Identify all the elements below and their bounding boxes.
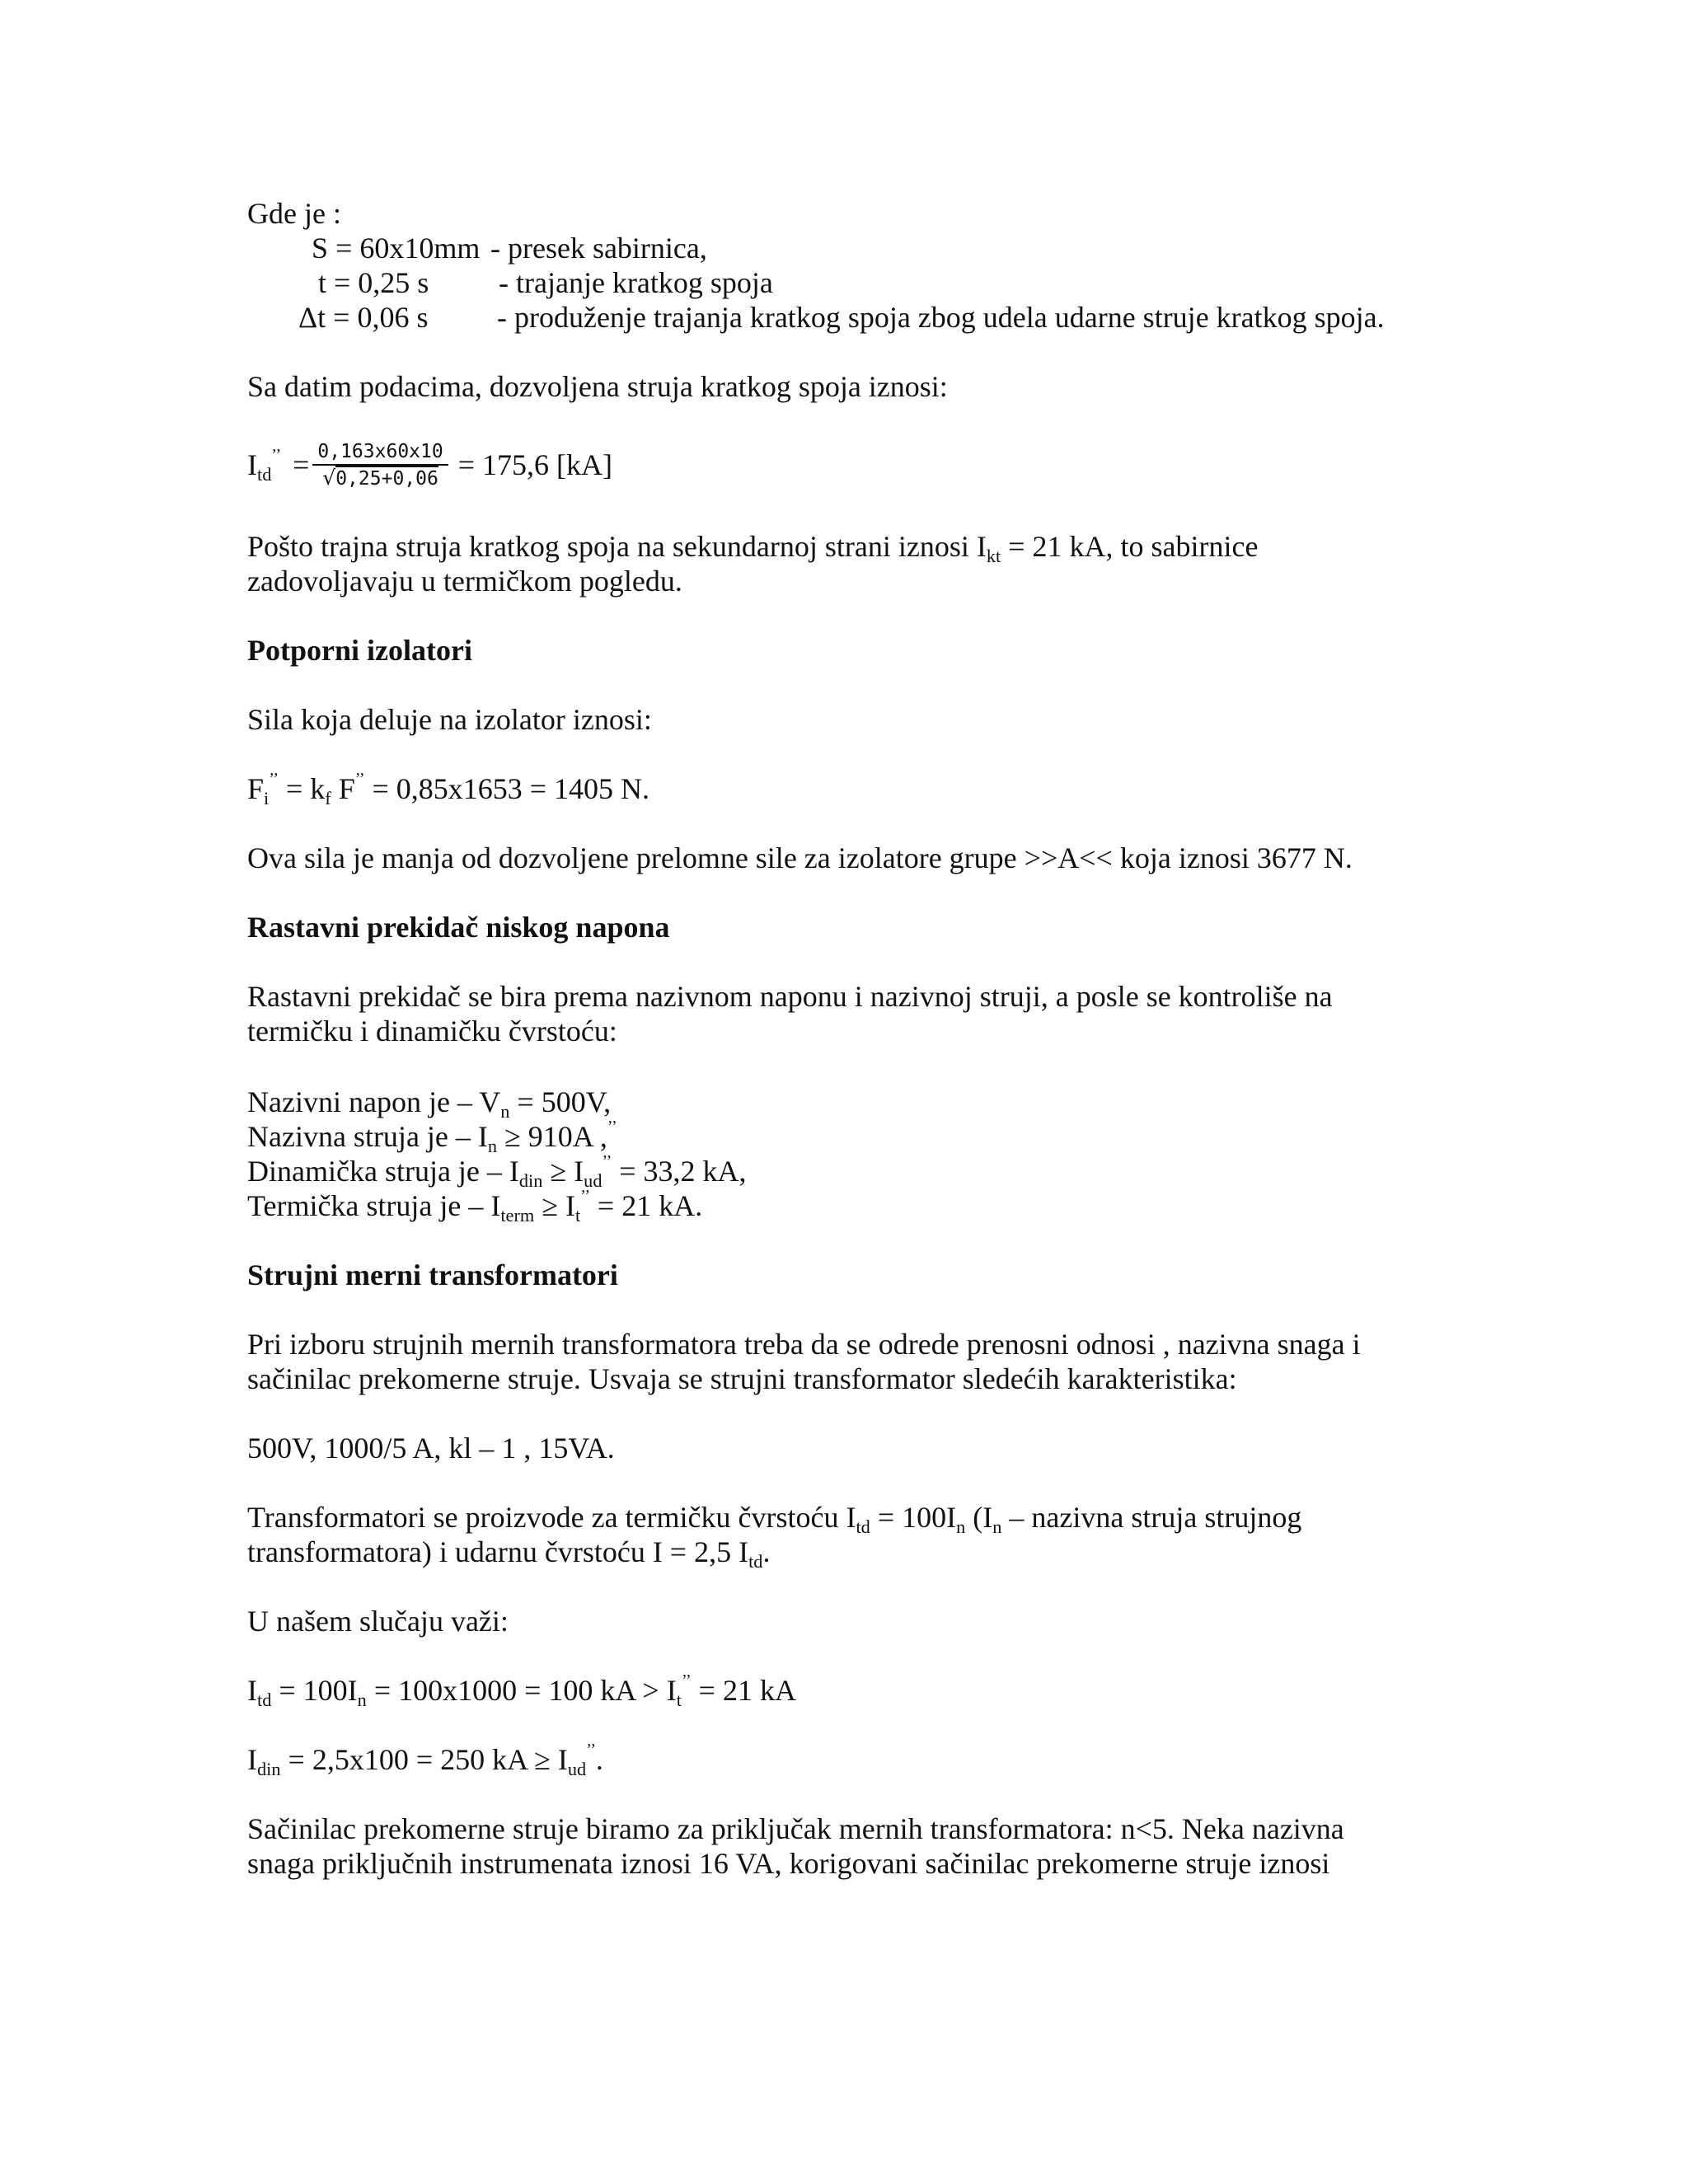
formula-result: = 175,6 [kA] xyxy=(457,448,612,481)
ct-paragraph-1: Pri izboru strujnih mernih transformatora treba da se odrede prenosni odnosi , nazivna snaga i sačinilac prekomerne struje. Usvaja se strujni transformator sledećih karakteristika: xyxy=(247,1328,1361,1395)
heading-insulators: Potporni izolatori xyxy=(247,634,472,667)
rating-dynamic: Dinamička struja je – $I_{din} \ge I_{ud}^{’’} = 33,2$ kA, xyxy=(247,1152,747,1192)
ct-equation-dynamic: $I_{din} = 2,5x100 = 250$ kA ≥ $I_{ud}^{’’}$. xyxy=(247,1741,603,1780)
fraction xyxy=(312,439,448,491)
def-symbol: Δt = 0,06 s xyxy=(298,301,429,334)
def-description: - presek sabirnica, xyxy=(490,232,707,265)
rating-current: Nazivna struja je – $I_n \ge 910A$ ,’’ xyxy=(247,1118,617,1157)
heading-switch: Rastavni prekidač niskog napona xyxy=(247,911,670,944)
def-row-t xyxy=(247,265,1442,300)
ct-equation-thermal: $I_{td} = 100I_n = 100x1000 = 100$ kA > $I_t^{’’} = 21$ kA xyxy=(247,1671,796,1711)
thermal-paragraph: Pošto trajna struja kratkog spoja na sekundarnoj strani iznosi $I_{kt} = 21$ kA, to sabirnice zadovoljavaju u termičkom pogledu. xyxy=(247,530,1259,598)
def-symbol: S = 60x10mm xyxy=(312,232,481,265)
switch-paragraph: Rastavni prekidač se bira prema nazivnom naponu i nazivnoj struji, a posle se kontroliše na termičku i dinamičku čvrstoću: xyxy=(247,980,1333,1047)
formula-allowed-current xyxy=(247,430,1442,499)
formula-equals: = xyxy=(293,448,310,481)
def-row-dt xyxy=(247,300,1442,335)
where-block xyxy=(247,196,1442,335)
where-intro: Gde je : xyxy=(247,197,341,230)
heading-current-transformers: Strujni merni transformatori xyxy=(247,1258,618,1291)
allowed-current-intro: Sa datim podacima, dozvoljena struja kratkog spoja iznosi: xyxy=(247,370,948,403)
ct-spec: 500V, 1000/5 A, kl – 1 , 15VA. xyxy=(247,1432,615,1465)
sqrt-icon: √ xyxy=(322,465,336,490)
ct-case-intro: U našem slučaju važi: xyxy=(247,1605,509,1638)
insulators-conclusion: Ova sila je manja od dozvoljene prelomne sile za izolatore grupe >>A<< koja iznosi 3677 N. xyxy=(247,841,1353,874)
rating-voltage: Nazivni napon je – $V_n = 500V$, xyxy=(247,1085,612,1122)
fraction-denominator: √0,25+0,06 xyxy=(322,465,438,490)
switch-ratings xyxy=(247,1085,1442,1226)
ct-paragraph-3: Sačinilac prekomerne struje biramo za priključak mernih transformatora: n<5. Neka nazivna snaga priključnih instrumenata iznosi 16 VA, korigovani sačinilac prekomerne struje iznosi xyxy=(247,1812,1344,1880)
def-row-s xyxy=(247,231,1442,265)
insulator-force-formula: $F_i^{’’} = k_f$ F’’ = 0,85x1653 = 1405 N. xyxy=(247,770,650,809)
def-symbol: t = 0,25 s xyxy=(318,266,429,299)
fraction-numerator: 0,163x60x10 xyxy=(312,439,448,466)
ct-paragraph-2: Transformatori se proizvode za termičku čvrstoću $I_{td} = 100I_n$ ($I_n$ – nazivna struja strujnog transformatora) i udarnu čvrstoću I = 2,5 $I_{td}$. xyxy=(247,1501,1302,1572)
def-description: - trajanje kratkog spoja xyxy=(499,266,773,299)
def-description: - produženje trajanja kratkog spoja zbog udela udarne struje kratkog spoja. xyxy=(497,301,1385,334)
insulators-intro: Sila koja deluje na izolator iznosi: xyxy=(247,703,652,736)
formula-lhs: $I_{td}^{’’}$ xyxy=(247,446,282,485)
rating-thermal: Termička struja je – $I_{term} \ge I_t^{’’} = 21$ kA. xyxy=(247,1187,703,1226)
